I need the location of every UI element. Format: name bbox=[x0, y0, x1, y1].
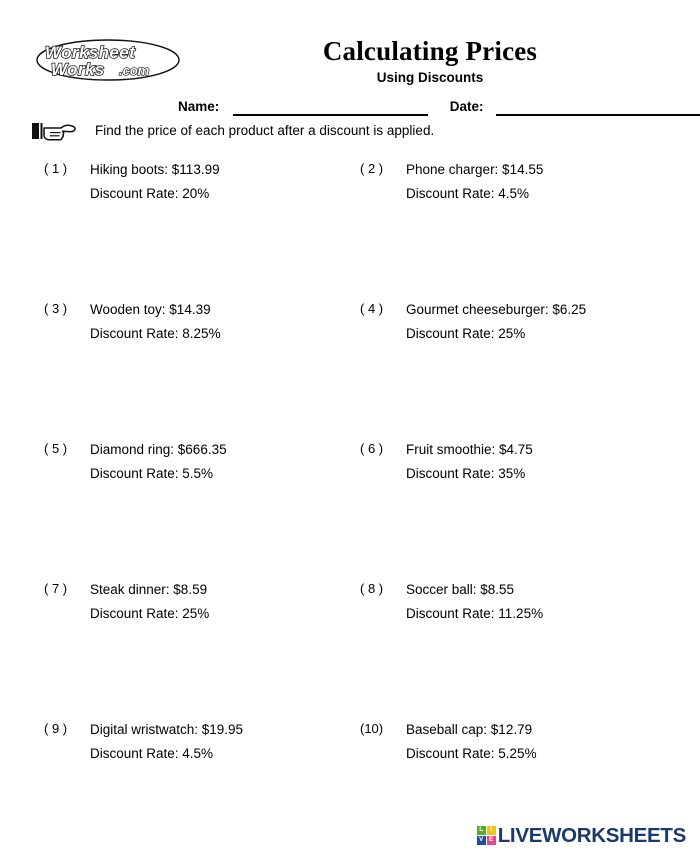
product-price: Soccer ball: $8.55 bbox=[406, 582, 515, 597]
product-price: Gourmet cheeseburger: $6.25 bbox=[406, 302, 587, 317]
discount-rate: Discount Rate: 35% bbox=[406, 466, 526, 481]
discount-rate: Discount Rate: 5.5% bbox=[90, 466, 214, 481]
liveworksheets-logo[interactable] bbox=[477, 825, 686, 846]
product-price: Diamond ring: $666.35 bbox=[90, 442, 227, 457]
problem-item bbox=[0, 298, 350, 438]
problem-body bbox=[90, 718, 243, 858]
problem-list bbox=[0, 158, 700, 858]
problem-body bbox=[406, 298, 586, 438]
problem-row bbox=[0, 438, 700, 578]
discount-rate: Discount Rate: 4.5% bbox=[90, 746, 214, 761]
problem-body bbox=[90, 158, 220, 298]
name-label: Name: bbox=[178, 99, 220, 114]
product-price: Fruit smoothie: $4.75 bbox=[406, 442, 533, 457]
problem-number: ( 6 ) bbox=[360, 441, 384, 456]
problem-number: ( 5 ) bbox=[44, 441, 68, 456]
discount-rate: Discount Rate: 5.25% bbox=[406, 746, 537, 761]
mark-square-i: I bbox=[487, 826, 496, 835]
problem-row bbox=[0, 298, 700, 438]
discount-rate: Discount Rate: 25% bbox=[406, 326, 526, 341]
page-subtitle: Using Discounts bbox=[376, 70, 484, 85]
problem-item bbox=[350, 298, 700, 438]
problem-item bbox=[350, 438, 700, 578]
product-price: Baseball cap: $12.79 bbox=[406, 722, 533, 737]
problem-item bbox=[0, 718, 350, 858]
liveworksheets-wordmark: LIVEWORKSHEETS bbox=[497, 824, 686, 847]
problem-row bbox=[0, 578, 700, 718]
mark-square-l: L bbox=[477, 826, 486, 835]
problem-number: ( 8 ) bbox=[360, 581, 384, 596]
page-title: Calculating Prices bbox=[322, 36, 538, 66]
problem-body bbox=[406, 158, 543, 298]
pointing-hand-icon bbox=[31, 120, 79, 142]
product-price: Steak dinner: $8.59 bbox=[90, 582, 208, 597]
name-date-row bbox=[0, 94, 700, 116]
problem-body bbox=[406, 438, 533, 578]
date-input-line[interactable] bbox=[496, 113, 700, 116]
discount-rate: Discount Rate: 4.5% bbox=[406, 186, 530, 201]
title-block bbox=[190, 36, 670, 86]
discount-rate: Discount Rate: 8.25% bbox=[90, 326, 221, 341]
discount-rate: Discount Rate: 11.25% bbox=[406, 606, 544, 621]
product-price: Digital wristwatch: $19.95 bbox=[90, 722, 244, 737]
problem-number: (10) bbox=[360, 721, 384, 736]
problem-number: ( 4 ) bbox=[360, 301, 384, 316]
problem-body bbox=[406, 578, 543, 718]
problem-row bbox=[0, 158, 700, 298]
problem-body bbox=[90, 298, 221, 438]
mark-square-e: E bbox=[487, 836, 496, 845]
mark-square-v: V bbox=[477, 836, 486, 845]
product-price: Phone charger: $14.55 bbox=[406, 162, 544, 177]
discount-rate: Discount Rate: 25% bbox=[90, 606, 210, 621]
discount-rate: Discount Rate: 20% bbox=[90, 186, 210, 201]
name-input-line[interactable] bbox=[233, 113, 428, 116]
problem-item bbox=[350, 578, 700, 718]
instruction-row bbox=[0, 118, 700, 144]
problem-number: ( 3 ) bbox=[44, 301, 68, 316]
problem-item bbox=[0, 578, 350, 718]
problem-item bbox=[350, 158, 700, 298]
svg-text:.com: .com bbox=[119, 63, 150, 78]
instruction-text: Find the price of each product after a discount is applied. bbox=[95, 123, 435, 138]
problem-number: ( 1 ) bbox=[44, 161, 68, 176]
problem-item bbox=[0, 438, 350, 578]
problem-number: ( 9 ) bbox=[44, 721, 68, 736]
liveworksheets-mark-icon bbox=[477, 826, 496, 845]
problem-number: ( 7 ) bbox=[44, 581, 68, 596]
date-label: Date: bbox=[449, 99, 484, 114]
product-price: Wooden toy: $14.39 bbox=[90, 302, 211, 317]
svg-text:Worksheet: Worksheet bbox=[45, 43, 136, 62]
worksheet-header bbox=[0, 0, 700, 86]
problem-body bbox=[90, 438, 227, 578]
problem-number: ( 2 ) bbox=[360, 161, 384, 176]
problem-item bbox=[0, 158, 350, 298]
problem-body bbox=[90, 578, 209, 718]
worksheetworks-logo bbox=[33, 36, 183, 84]
product-price: Hiking boots: $113.99 bbox=[90, 162, 220, 177]
svg-text:Works: Works bbox=[51, 60, 105, 79]
